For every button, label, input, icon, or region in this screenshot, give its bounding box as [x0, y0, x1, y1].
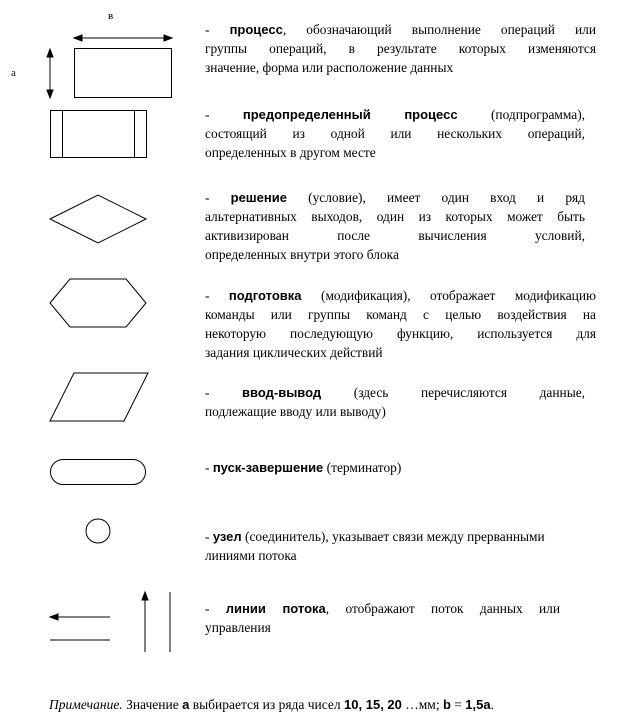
flow-lines-symbol [50, 592, 170, 652]
flow-lines-description: - линии потока, отображают поток данных или управления [205, 601, 560, 635]
decision-description: - решение (условие), имеет один вход и ряд альтернативных выходов, один из которых может быть активизирован после вычисления условий, определенных внутри этого блока [205, 190, 585, 262]
terminator-symbol [51, 460, 146, 485]
predefined-process-symbol [51, 111, 147, 158]
height-dimension-arrow [47, 49, 53, 98]
note: Примечание. Значение а выбирается из ряда чисел 10, 15, 20 …мм; b = 1,5а. [49, 697, 494, 712]
process-symbol [75, 49, 172, 98]
dimension-label-b: в [108, 10, 114, 22]
process-description: - процесс, обозначающий выполнение операций или группы операций, в результате которых изменяются значение, форма или расположение данных [205, 22, 596, 75]
input-output-description: - ввод-вывод (здесь перечисляются данные, подлежащие вводу или выводу) [205, 385, 585, 419]
terminator-description: - пуск-завершение (терминатор) [205, 460, 402, 475]
width-dimension-arrow [74, 35, 172, 41]
preparation-symbol [50, 279, 146, 327]
connector-symbol [86, 519, 110, 543]
connector-description: - узел (соединитель), указывает связи между прерванными линиями потока [205, 529, 545, 563]
dimension-label-a: а [11, 67, 16, 79]
preparation-description: - подготовка (модификация), отображает модификацию команды или группы команд с целью воздействия на некоторую последующую функцию, используется для задания циклических действий [205, 288, 597, 360]
input-output-symbol [50, 373, 148, 421]
note-label: Примечание. [49, 697, 123, 712]
predefined-process-description: - предопределенный процесс (подпрограмма), состоящий из одной или нескольких операций, определенных в другом месте [205, 107, 585, 160]
decision-symbol [50, 195, 146, 243]
